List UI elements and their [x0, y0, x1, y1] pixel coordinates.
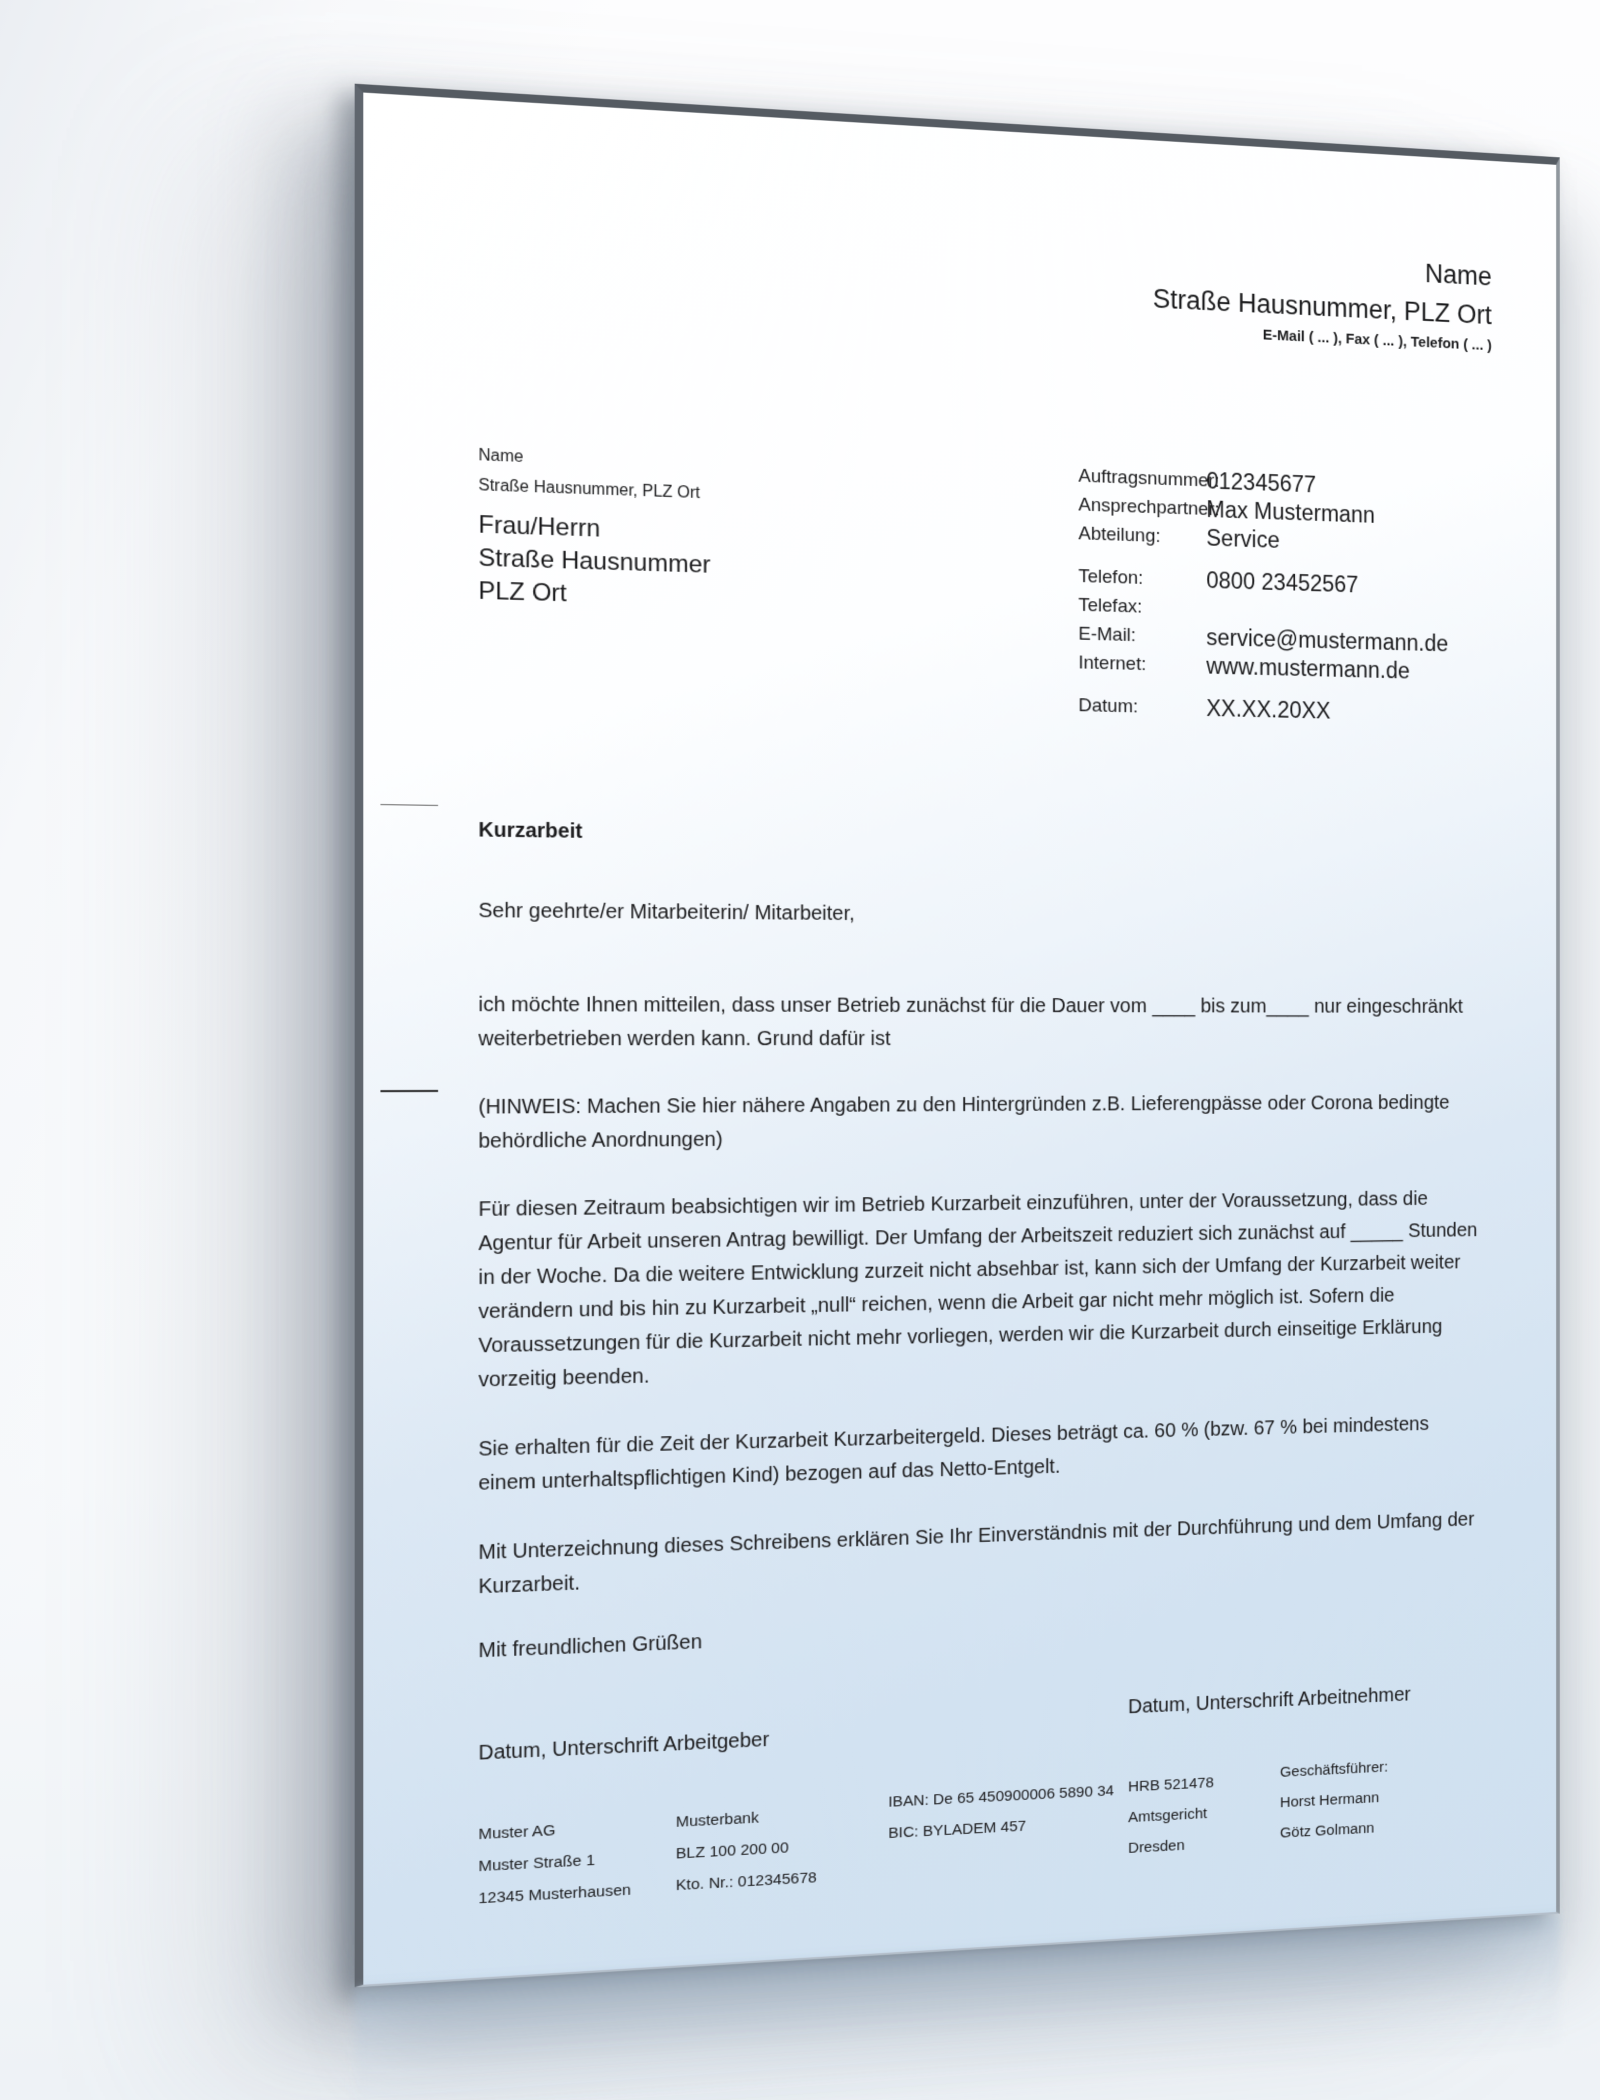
recipient-block	[478, 441, 710, 615]
footer-line: Amtsgericht	[1128, 1805, 1208, 1827]
footer-line: Götz Golmann	[1279, 1819, 1375, 1842]
signature-line-employee: Datum, Unterschrift Arbeitnehmer	[1128, 1683, 1411, 1719]
letter-sheet	[355, 84, 1560, 1988]
return-address-name: Name	[478, 446, 524, 467]
footer-line: BIC: BYLADEM 457	[888, 1817, 1027, 1842]
footer-column-management	[1280, 1747, 1496, 1849]
letter-closing: Mit freundlichen Grüßen	[478, 1630, 703, 1663]
recipient-line: Straße Hausnummer	[478, 543, 711, 579]
info-label: Telefon:	[1078, 566, 1144, 589]
info-label: Ansprechpartner:	[1078, 494, 1220, 521]
sender-contact-line: E-Mail ( ... ), Fax ( ... ), Telefon ( ... )	[1262, 326, 1492, 355]
footer-line: Muster AG	[478, 1821, 556, 1844]
letter-salutation: Sehr geehrte/er Mitarbeiterin/ Mitarbeiter,	[478, 899, 855, 926]
footer-line: Dresden	[1128, 1836, 1185, 1857]
letter-subject: Kurzarbeit	[478, 818, 583, 843]
fold-mark-center	[380, 1090, 438, 1092]
info-label: Abteilung:	[1078, 523, 1161, 547]
info-value: Service	[1206, 524, 1280, 553]
letter-paragraph: Mit Unterzeichnung dieses Schreibens erklären Sie Ihr Einverständnis mit der Durchführung und dem Umfang der Kurzarbeit.	[478, 1508, 1475, 1599]
info-value: XX.XX.20XX	[1206, 695, 1331, 724]
info-value: service@mustermann.de	[1206, 624, 1449, 657]
footer-line: Musterbank	[675, 1809, 759, 1831]
signature-line-employer: Datum, Unterschrift Arbeitgeber	[478, 1728, 770, 1765]
info-value: 012345677	[1206, 467, 1317, 498]
footer-line: Kto. Nr.: 012345678	[675, 1869, 817, 1895]
footer-column-iban	[888, 1775, 1115, 1849]
info-value: 0800 23452567	[1206, 567, 1359, 598]
footer-line: BLZ 100 200 00	[675, 1839, 789, 1863]
footer-line: Geschäftsführer:	[1279, 1758, 1389, 1781]
footer-line: Horst Hermann	[1279, 1789, 1380, 1812]
info-label: Auftragsnummer:	[1078, 465, 1220, 492]
info-label: Datum:	[1078, 695, 1139, 718]
info-value: www.mustermann.de	[1206, 652, 1410, 684]
footer-line: Muster Straße 1	[478, 1851, 596, 1876]
info-block	[1078, 462, 1514, 730]
footer-column-bank	[676, 1795, 910, 1902]
info-value: Max Mustermann	[1206, 496, 1376, 528]
letter-paragraph: Sie erhalten für die Zeit der Kurzarbeit Kurzarbeitergeld. Dieses beträgt ca. 60 % (bzw. 67 % bei mindestens einem unterhaltspflichtigen Kind) bezogen auf das Netto-Entgelt.	[478, 1413, 1429, 1495]
letter-paragraph: Für diesen Zeitraum beabsichtigen wir im Betrieb Kurzarbeit einzuführen, unter der Voraussetzung, dass die Agentur für Arbeit unseren Antrag bewilligt. Der Umfang der Arbeitszeit reduziert sich zunächst auf _____ Stunden in der Woche. Da die weitere Entwicklung zurzeit nicht absehbar ist, kann sich der Umfang der Kurzarbeit weiter verändern und bis hin zu Kurzarbeit „null“ reichen, wenn die Arbeit gar nicht mehr möglich ist. Sofern die Voraussetzungen für die Kurzarbeit nicht mehr vorliegen, werden wir die Kurzarbeit durch einseitige Erklärung vorzeitig beenden.	[478, 1188, 1478, 1392]
letter-paragraph-hint: (HINWEIS: Machen Sie hier nähere Angaben zu den Hintergründen z.B. Lieferengpässe oder Corona bedingte behördliche Anordnungen)	[478, 1092, 1450, 1153]
footer-line: 12345 Musterhausen	[478, 1881, 631, 1908]
sender-address: Straße Hausnummer, PLZ Ort	[1152, 283, 1492, 330]
return-address-line: Straße Hausnummer, PLZ Ort	[478, 476, 701, 503]
recipient-line: Frau/Herrn	[478, 510, 601, 543]
footer-line: IBAN: De 65 450900006 5890 34	[888, 1782, 1114, 1811]
info-label: E-Mail:	[1078, 623, 1136, 647]
footer-line: HRB 521478	[1128, 1774, 1214, 1796]
info-label: Telefax:	[1078, 594, 1143, 618]
recipient-line: PLZ Ort	[478, 577, 567, 608]
letter-paragraph: ich möchte Ihnen mitteilen, dass unser Betrieb zunächst für die Dauer vom ____ bis zum____ nur eingeschränkt weiterbetrieben werden kann. Grund dafür ist	[478, 993, 1463, 1051]
sender-header	[1153, 239, 1492, 358]
sender-name: Name	[1424, 258, 1492, 292]
info-label: Internet:	[1078, 652, 1147, 676]
fold-mark-top	[380, 804, 438, 806]
info-row	[1078, 691, 1514, 729]
